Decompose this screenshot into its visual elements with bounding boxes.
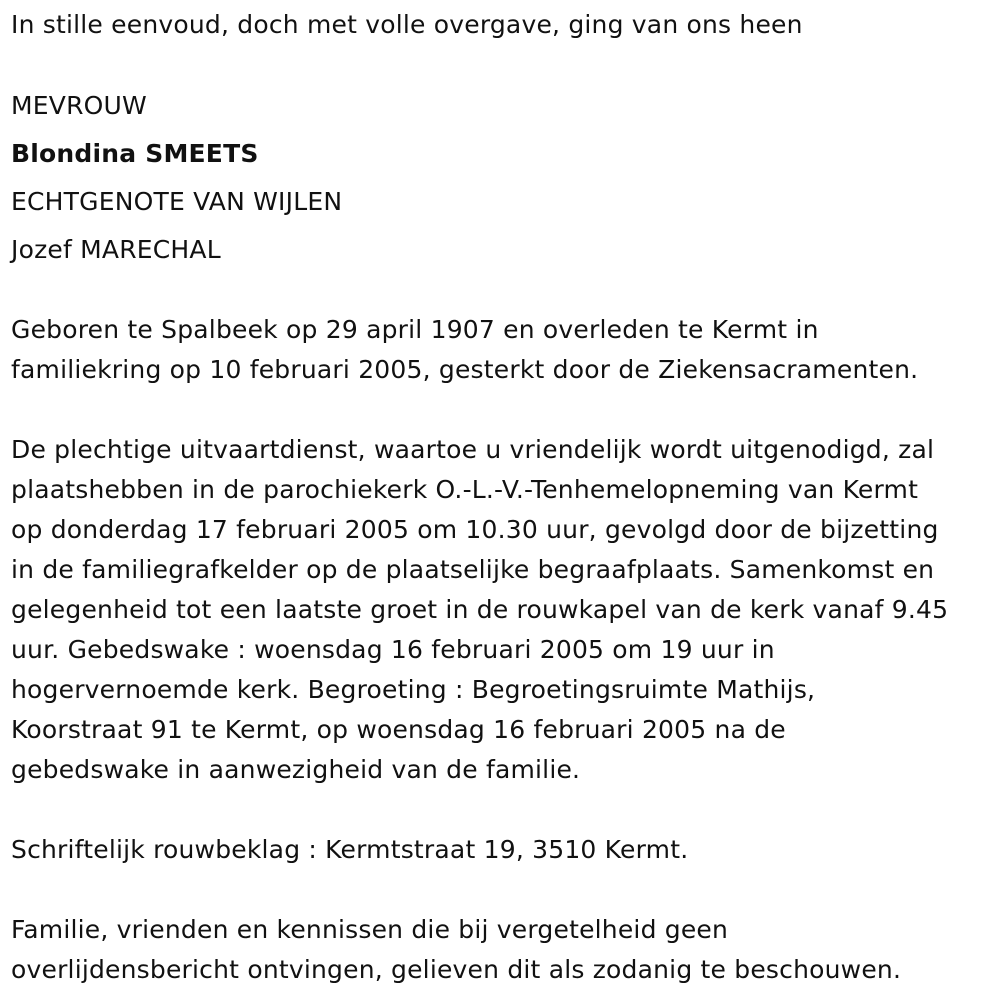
closing-line-1: Familie, vrienden en kennissen die bij vergetelheid geen [11, 915, 729, 944]
service-line-1: De plechtige uitvaartdienst, waartoe u vriendelijk wordt uitgenodigd, zal [11, 435, 935, 464]
service-line-4: in de familiegrafkelder op de plaatselijke begraafplaats. Samenkomst en [11, 555, 935, 584]
closing-line-2: overlijdensbericht ontvingen, gelieven dit als zodanig te beschouwen. [11, 955, 902, 984]
service-line-2: plaatshebben in de parochiekerk O.-L.-V.-Tenhemelopneming van Kermt [11, 475, 919, 504]
birth-death-line-1: Geboren te Spalbeek op 29 april 1907 en overleden te Kermt in [11, 315, 819, 344]
relation-text: ECHTGENOTE VAN WIJLEN [11, 187, 343, 216]
service-line-8: Koorstraat 91 te Kermt, op woensdag 16 februari 2005 na de [11, 715, 786, 744]
service-line-5: gelegenheid tot een laatste groet in de rouwkapel van de kerk vanaf 9.45 [11, 595, 949, 624]
title-mevrouw: MEVROUW [11, 91, 147, 120]
service-line-6: uur. Gebedswake : woensdag 16 februari 2005 om 19 uur in [11, 635, 775, 664]
service-line-7: hogervernoemde kerk. Begroeting : Begroetingsruimte Mathijs, [11, 675, 816, 704]
service-line-3: op donderdag 17 februari 2005 om 10.30 uur, gevolgd door de bijzetting [11, 515, 939, 544]
deceased-name: Blondina SMEETS [11, 139, 259, 168]
condolences-address: Schriftelijk rouwbeklag : Kermtstraat 19, 3510 Kermt. [11, 835, 689, 864]
service-line-9: gebedswake in aanwezigheid van de familie. [11, 755, 581, 784]
spouse-name: Jozef MARECHAL [11, 235, 221, 264]
intro-text: In stille eenvoud, doch met volle overgave, ging van ons heen [11, 10, 803, 39]
birth-death-line-2: familiekring op 10 februari 2005, gesterkt door de Ziekensacramenten. [11, 355, 919, 384]
